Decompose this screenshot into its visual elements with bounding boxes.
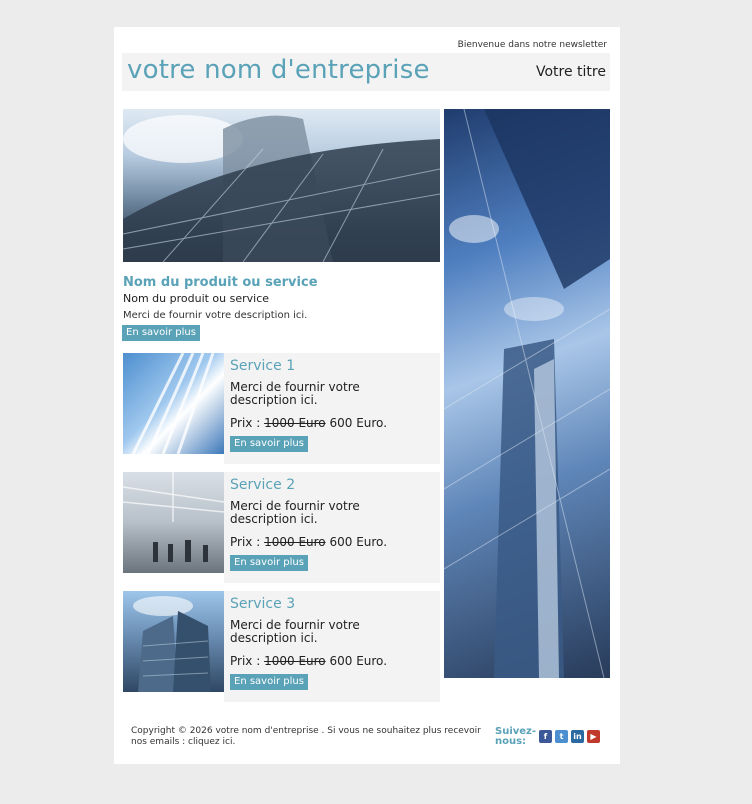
old-price: 1000 Euro — [264, 535, 326, 549]
service-3-title: Service 3 — [230, 596, 296, 612]
price-label: Prix : — [230, 654, 261, 668]
price-label: Prix : — [230, 416, 261, 430]
twitter-icon[interactable]: t — [555, 730, 568, 743]
service-2-image — [123, 472, 224, 573]
service-3-learn-more-button[interactable]: En savoir plus — [230, 674, 308, 690]
product-subheading: Nom du produit ou service — [123, 292, 270, 305]
product-description: Merci de fournir votre description ici. — [123, 310, 308, 321]
tower-building-image — [444, 109, 610, 678]
service-3-image — [123, 591, 224, 692]
welcome-text: Bienvenue dans notre newsletter — [457, 40, 607, 50]
page-title: Votre titre — [536, 64, 606, 80]
service-2-title: Service 2 — [230, 477, 296, 493]
facebook-icon[interactable]: f — [539, 730, 552, 743]
product-learn-more-button[interactable]: En savoir plus — [122, 325, 200, 341]
footer-copyright: Copyright © 2026 votre nom d'entreprise . Si vous ne souhaitez plus recevoir nos emails : cliquez ici. — [131, 726, 481, 747]
service-2-price — [230, 535, 387, 549]
service-1-panel — [224, 353, 440, 464]
new-price: 600 Euro. — [329, 654, 388, 668]
old-price: 1000 Euro — [264, 654, 326, 668]
new-price: 600 Euro. — [329, 535, 388, 549]
company-name: votre nom d'entreprise — [127, 55, 430, 85]
youtube-icon[interactable]: ▶ — [587, 730, 600, 743]
old-price: 1000 Euro — [264, 416, 326, 430]
service-1-image — [123, 353, 224, 454]
new-price: 600 Euro. — [329, 416, 388, 430]
service-1-learn-more-button[interactable]: En savoir plus — [230, 436, 308, 452]
header-bar — [122, 53, 610, 91]
service-3-price — [230, 654, 387, 668]
service-1-title: Service 1 — [230, 358, 296, 374]
hero-building-image — [123, 109, 440, 262]
product-heading: Nom du produit ou service — [123, 275, 318, 290]
service-2-learn-more-button[interactable]: En savoir plus — [230, 555, 308, 571]
service-3-panel — [224, 591, 440, 702]
service-3-description: Merci de fournir votre description ici. — [230, 618, 360, 645]
price-label: Prix : — [230, 535, 261, 549]
follow-us-label: Suivez-nous: — [495, 726, 537, 747]
linkedin-icon[interactable]: in — [571, 730, 584, 743]
service-2-description: Merci de fournir votre description ici. — [230, 499, 360, 526]
service-1-price — [230, 416, 387, 430]
newsletter-card — [114, 27, 620, 764]
service-2-panel — [224, 472, 440, 583]
service-1-description: Merci de fournir votre description ici. — [230, 380, 360, 407]
